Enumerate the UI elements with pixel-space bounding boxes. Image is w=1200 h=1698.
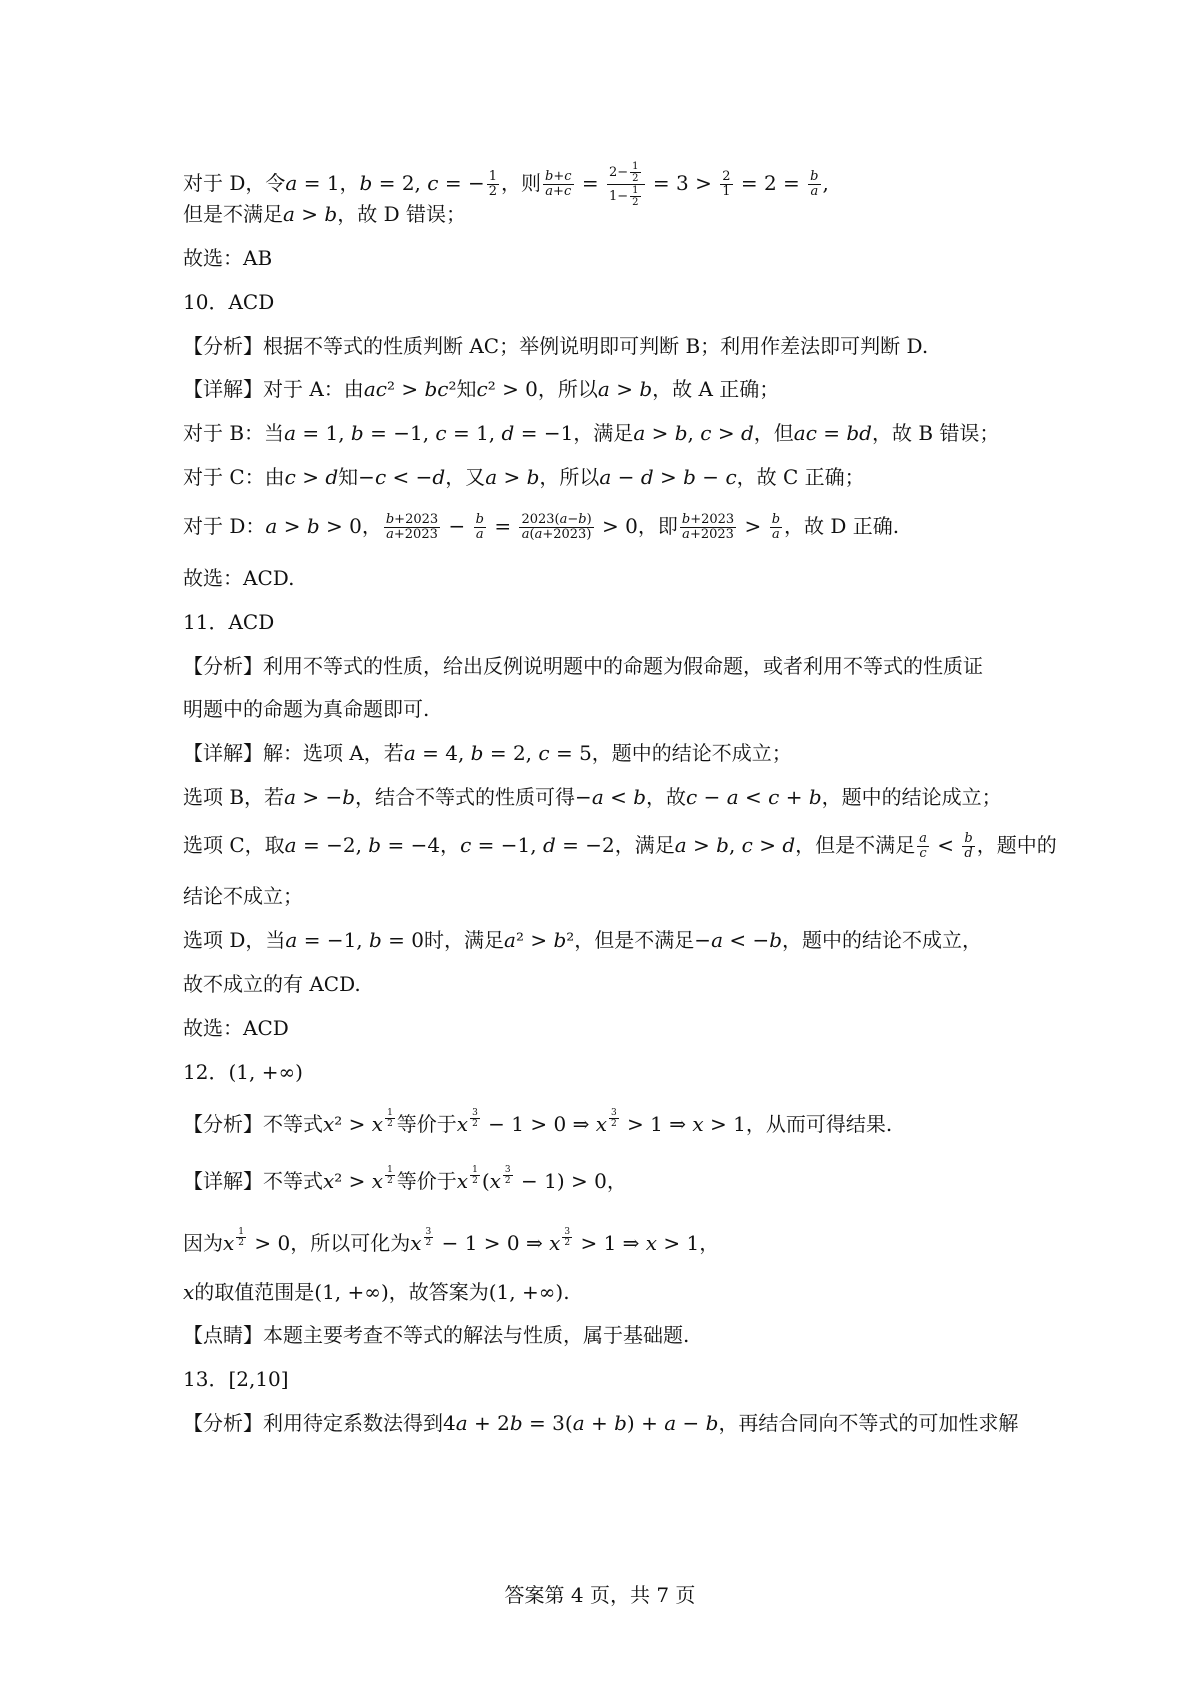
analysis-line: 【分析】利用不等式的性质，给出反例说明题中的命题为假命题，或者利用不等式的性质证 — [183, 654, 983, 678]
text-line: 对于 B：当a = 1, b = −1, c = 1, d = −1，满足a > b, c > d，但ac = bd，故 B 错误； — [183, 421, 1000, 445]
analysis-line: 【分析】利用待定系数法得到4a + 2b = 3(a + b) + a − b，再结合同向不等式的可加性求解 — [183, 1411, 1019, 1435]
text-line: x的取值范围是(1, +∞)，故答案为(1, +∞). — [183, 1280, 570, 1304]
text-line: 选项 B，若a > −b，结合不等式的性质可得−a < b，故c − a < c + b，题中的结论成立； — [183, 785, 1002, 809]
text-line: 故选：ACD — [183, 1016, 289, 1040]
math-line-d-example: 对于 D，令a = 1，b = 2, c = − $\frac{1}{2}$ ，则 $\frac{b+c}{a+c}$ = 2− $\frac{1}{2}$ 1− $\frac{1}{2}$ = 3 > $\frac{2}{1}$ = 2 = $\frac{b}{a}$ , — [183, 161, 829, 208]
text-line: 结论不成立； — [183, 884, 303, 908]
analysis-line-cont: 明题中的命题为真命题即可. — [183, 697, 430, 721]
answer-heading-10: 10．ACD — [183, 290, 275, 314]
answer-heading-11: 11．ACD — [183, 610, 275, 634]
text-line: 选项 D，当a = −1, b = 0时，满足a² > b²，但是不满足−a < −b，题中的结论不成立， — [183, 928, 983, 952]
answer-heading-12: 12．(1, +∞) — [183, 1060, 303, 1084]
text-line: 对于 C：由c > d知−c < −d，又a > b，所以a − d > b − c，故 C 正确； — [183, 465, 865, 489]
text-line: 选项 C，取a = −2, b = −4，c = −1, d = −2，满足a > b, c > d，但是不满足 $\frac{a}{c}$ < $\frac{b}{d}$ ，题中的 — [183, 831, 1057, 861]
detail-line: 【详解】不等式x² > x $^{\frac{1}{2}}$ 等价于x $^{\frac{1}{2}}$ (x $^{\frac{3}{2}}$ − 1) > 0， — [183, 1165, 627, 1193]
text-line: 故选：ACD. — [183, 566, 295, 590]
analysis-line: 【分析】根据不等式的性质判断 AC；举例说明即可判断 B；利用作差法即可判断 D. — [183, 334, 929, 358]
math-line-difference: 对于 D：a > b > 0， $\frac{b+2023}{a+2023}$ − $\frac{b}{a}$ = $\frac{2023(a-b)}{a(a+2023)}$ > 0，即 $\frac{b+2023}{a+2023}$ > $\frac{b}{a}$ ，故 D 正确. — [183, 512, 900, 542]
detail-line: 【详解】解：选项 A，若a = 4, b = 2, c = 5，题中的结论不成立； — [183, 741, 792, 765]
text-line: 故不成立的有 ACD. — [183, 972, 361, 996]
text-line: 但是不满足a > b，故 D 错误； — [183, 202, 466, 226]
text-line: 故选：AB — [183, 246, 273, 270]
detail-line: 【详解】对于 A：由ac² > bc²知c² > 0，所以a > b，故 A 正确； — [183, 377, 780, 401]
page-footer: 答案第 4 页，共 7 页 — [504, 1583, 696, 1607]
text-line: 因为x $^{\frac{1}{2}}$ > 0，所以可化为x $^{\frac{3}{2}}$ − 1 > 0 ⇒ x $^{\frac{3}{2}}$ > 1 ⇒ x > 1， — [183, 1227, 720, 1255]
answer-heading-13: 13．[2,10] — [183, 1367, 289, 1391]
analysis-line: 【分析】不等式x² > x $^{\frac{1}{2}}$ 等价于x $^{\frac{3}{2}}$ − 1 > 0 ⇒ x $^{\frac{3}{2}}$ > 1 ⇒ x > 1，从而可得结果. — [183, 1108, 893, 1136]
comment-line: 【点睛】本题主要考查不等式的解法与性质，属于基础题. — [183, 1323, 690, 1347]
